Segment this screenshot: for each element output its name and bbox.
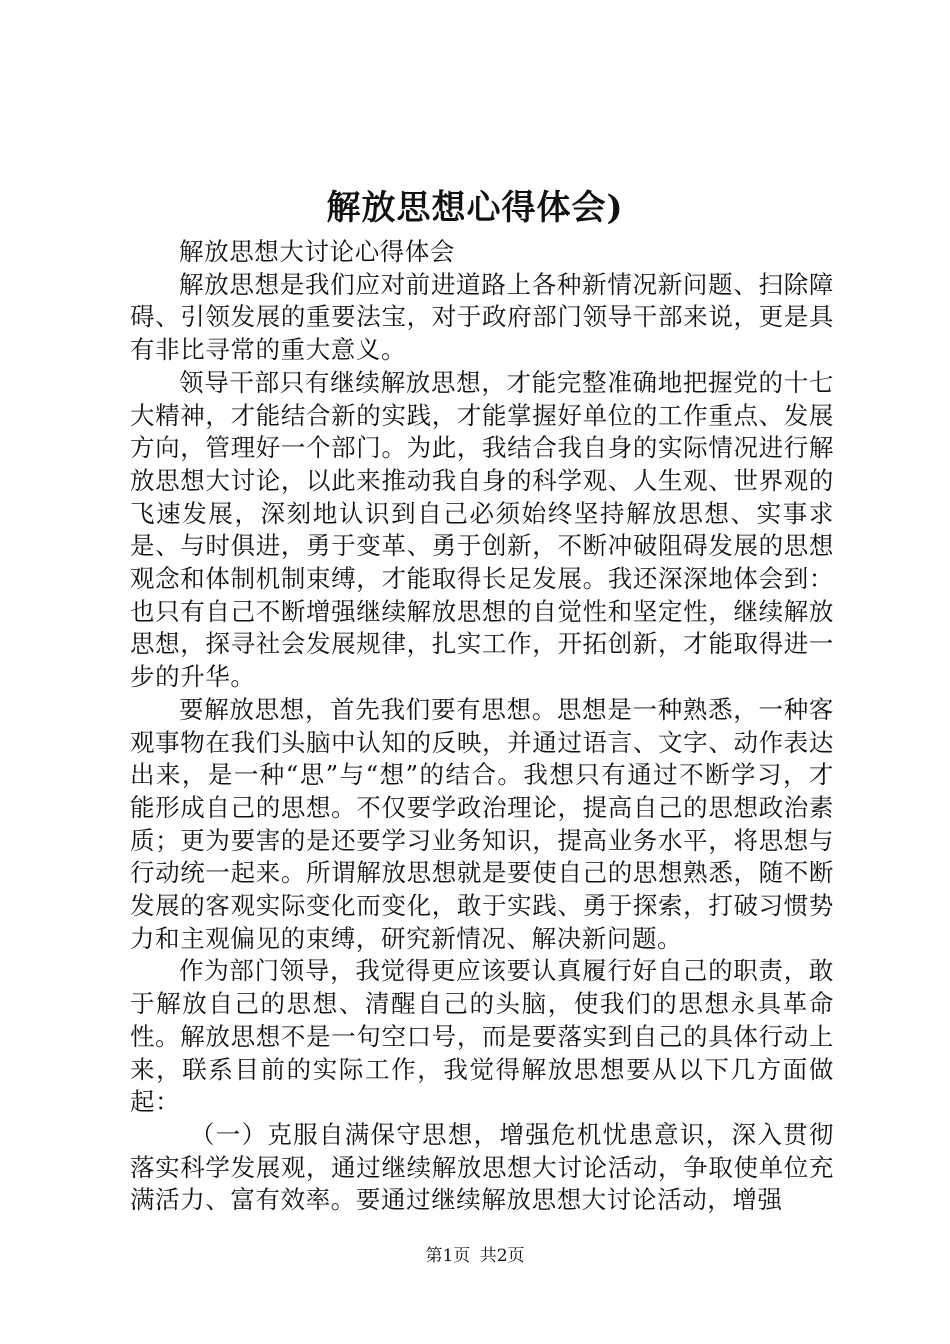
- page-number-footer: 第1页 共2页: [425, 1246, 525, 1266]
- list-item-paragraph: （一）克服自满保守思想，增强危机忧患意识，深入贯彻落实科学发展观，通过继续解放思想大讨论活动，争取使单位充满活力、富有效率。要通过继续解放思想大讨论活动，增强: [130, 1119, 834, 1215]
- document-title: 解放思想心得体会): [326, 188, 624, 228]
- subtitle-paragraph: 解放思想大讨论心得体会: [179, 237, 456, 266]
- body-paragraph: 要解放思想，首先我们要有思想。思想是一种熟悉，一种客观事物在我们头脑中认知的反映，并通过语言、文字、动作表达出来，是一种“思”与“想”的结合。我想只有通过不断学习，才能形成自己的思想。不仅要学政治理论，提高自己的思想政治素质；更为要害的是还要学习业务知识，提高业务水平，将思想与行动统一起来。所谓解放思想就是要使自己的思想熟悉，随不断发展的客观实际变化而变化，敢于实践、勇于探索，打破习惯势力和主观偏见的束缚，研究新情况、解决新问题。: [130, 694, 834, 953]
- body-paragraph: 领导干部只有继续解放思想，才能完整准确地把握党的十七大精神，才能结合新的实践，才能掌握好单位的工作重点、发展方向，管理好一个部门。为此，我结合我自身的实际情况进行解放思想大讨论，以此来推动我自身的科学观、人生观、世界观的飞速发展，深刻地认识到自己必须始终坚持解放思想、实事求是、与时俱进，勇于变革、勇于创新，不断冲破阻碍发展的思想观念和体制机制束缚，才能取得长足发展。我还深深地体会到：也只有自己不断增强继续解放思想的自觉性和坚定性，继续解放思想，探寻社会发展规律，扎实工作，开拓创新，才能取得进一步的升华。: [130, 367, 834, 692]
- body-paragraph: 作为部门领导，我觉得更应该要认真履行好自己的职责，敢于解放自己的思想、清醒自己的头脑，使我们的思想永具革命性。解放思想不是一句空口号，而是要落实到自己的具体行动上来，联系目前的实际工作，我觉得解放思想要从以下几方面做起：: [130, 956, 834, 1117]
- body-paragraph: 解放思想是我们应对前进道路上各种新情况新问题、扫除障碍、引领发展的重要法宝，对于政府部门领导干部来说，更是具有非比寻常的重大意义。: [130, 269, 834, 365]
- document-body: [130, 236, 834, 1217]
